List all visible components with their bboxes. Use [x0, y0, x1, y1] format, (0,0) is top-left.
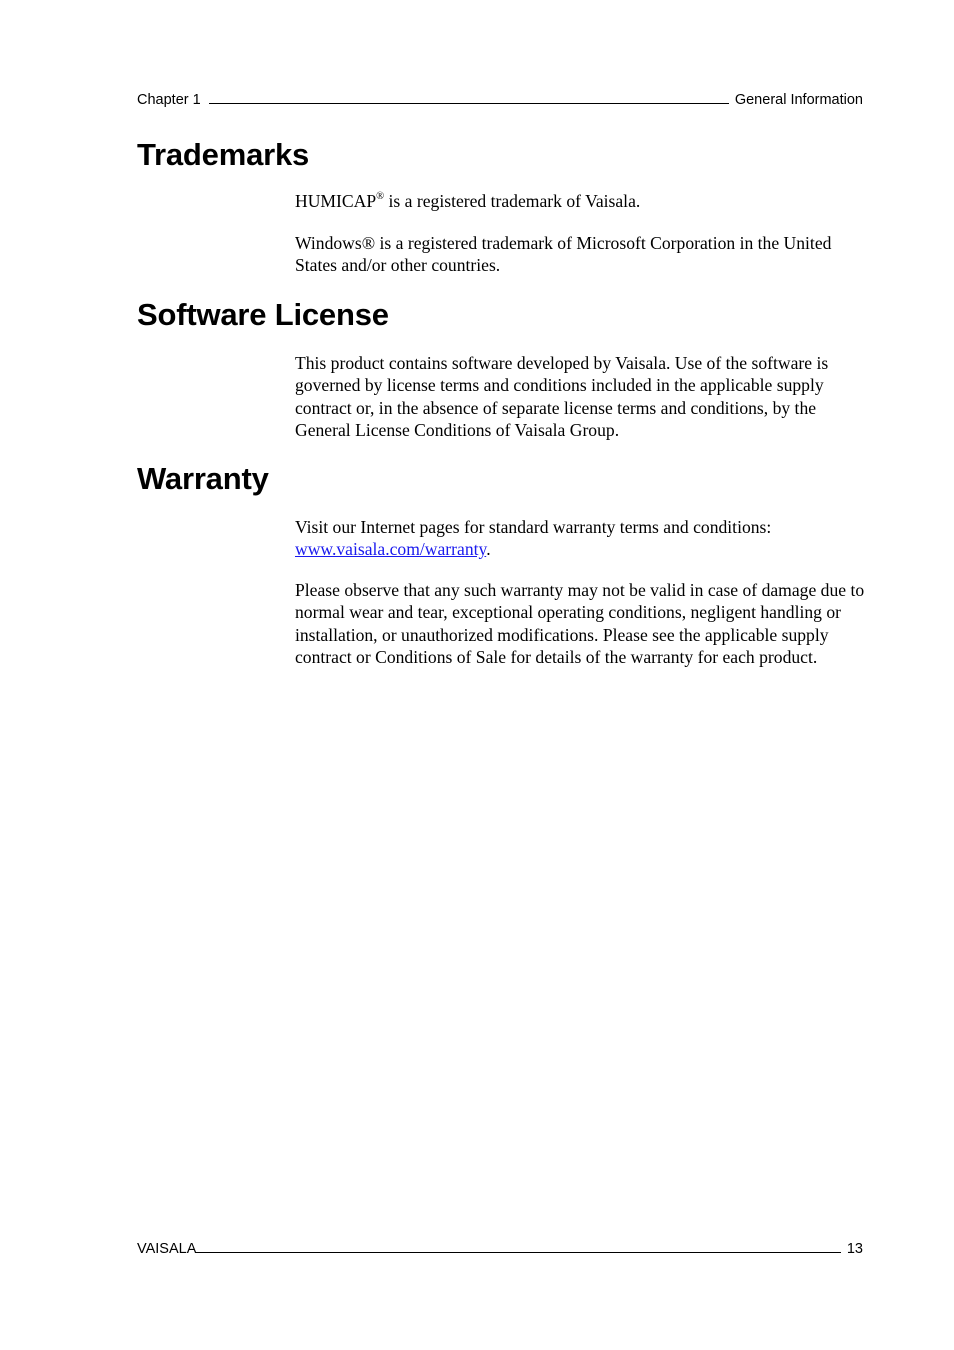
registered-mark: ®: [376, 191, 385, 203]
warranty-link[interactable]: www.vaisala.com/warranty: [295, 539, 487, 560]
header-chapter: Chapter 1: [137, 92, 201, 108]
footer-company: VAISALA: [137, 1241, 197, 1257]
header-section-title: General Information: [734, 92, 863, 108]
heading-software-license: Software License: [137, 297, 389, 332]
page-header: [137, 90, 863, 109]
paragraph-humicap-trademark: [295, 190, 867, 212]
header-rule: [209, 90, 729, 104]
paragraph-windows-trademark: Windows® is a registered trademark of Microsoft Corporation in the United States and/or other countries.: [295, 233, 832, 276]
heading-trademarks: Trademarks: [137, 137, 310, 172]
paragraph-warranty-visit: [295, 516, 867, 561]
warranty-visit-text: Visit our Internet pages for standard warranty terms and conditions:: [295, 517, 772, 537]
heading-warranty: Warranty: [137, 461, 269, 496]
humicap-trademark-text: is a registered trademark of Vaisala.: [384, 191, 641, 211]
warranty-link-suffix: .: [486, 539, 491, 560]
footer-page-number: 13: [846, 1241, 863, 1257]
footer-rule: [196, 1239, 840, 1253]
paragraph-software-license: This product contains software developed by Vaisala. Use of the software is governed by license terms and conditions included in the applicable supply contract or, in the absence of separate license terms and conditions, by the General License Conditions of Vaisala Group.: [295, 353, 829, 441]
paragraph-warranty-observe: Please observe that any such warranty may not be valid in case of damage due to normal wear and tear, exceptional operating conditions, negligent handling or installation, or unauthorized modifications. Please see the applicable supply contract or Conditions of Sale for details of the warranty for each product.: [295, 580, 865, 668]
humicap-name: HUMICAP: [295, 191, 377, 211]
page-footer: [137, 1239, 863, 1258]
